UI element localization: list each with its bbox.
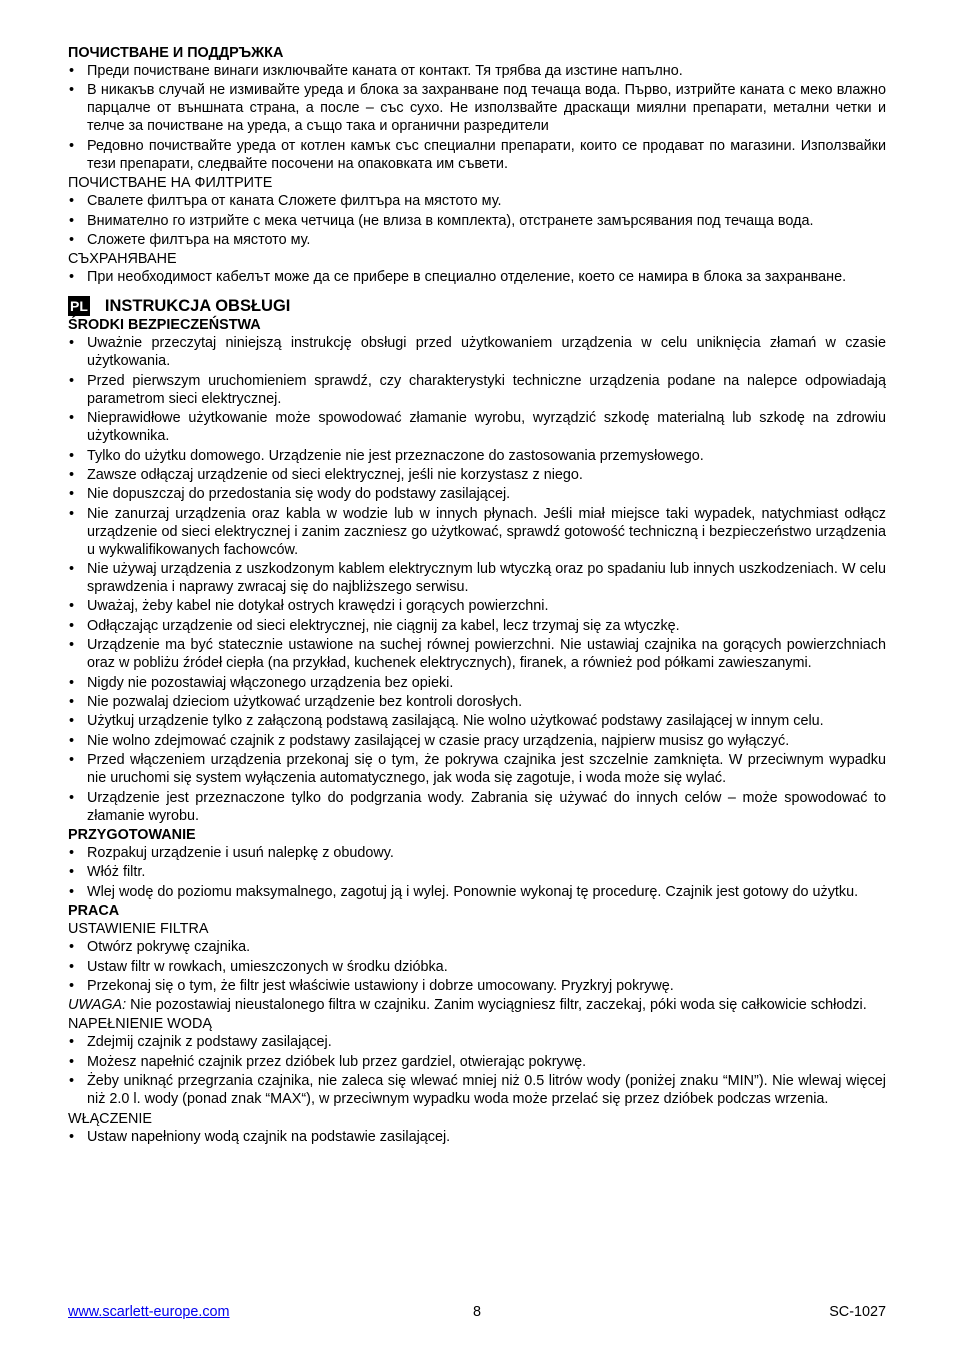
list-item: • Редовно почиствайте уреда от котлен камък със специални препарати, които се продават по магазини. Използвайки тези препарати, следвайте посочени на опаковката им съвети.	[68, 137, 886, 173]
list-item: • Urządzenie ma być statecznie ustawione na suchej równej powierzchni. Nie ustawiaj czajnika na gorących powierzchniach oraz w pobliżu źródeł ciepła (na przykład, kuchenek elektrycznych), firanek, a również pod półkami zawieszanymi.	[68, 636, 886, 672]
list-item: • Nieprawidłowe użytkowanie może spowodować złamanie wyrobu, wyrządzić szkodę materialną lub szkodę na zdrowiu użytkownika.	[68, 409, 886, 445]
list-item: • Nigdy nie pozostawiaj włączonego urządzenia bez opieki.	[68, 674, 886, 692]
heading-pl-safety: ŚRODKI BEZPIECZEŃSTWA	[68, 317, 261, 334]
list-item: • Użytkuj urządzenie tylko z załączoną podstawą zasilającą. Nie wolno użytkować podstawy zasilającej w innym celu.	[68, 712, 886, 730]
website-link[interactable]: www.scarlett-europe.com	[68, 1304, 230, 1320]
heading-pl-prep: PRZYGOTOWANIE	[68, 826, 196, 843]
list-item: • Преди почистване винаги изключвайте каната от контакт. Тя трябва да изстине напълно.	[68, 62, 886, 80]
list-item: • Сложете филтъра на мястото му.	[68, 231, 886, 249]
list-item: • При необходимост кабелът може да се прибере в специално отделение, което се намира в блока за захранване.	[68, 268, 886, 286]
list-item: • Uważaj, żeby kabel nie dotykał ostrych krawędzi i gorących powierzchni.	[68, 597, 886, 615]
list-item: • Żeby uniknąć przegrzania czajnika, nie zaleca się wlewać mniej niż 0.5 litrów wody (poniżej znaku “MIN”). Nie wlewaj więcej niż 2.0 l. wody (ponad znak “MAX“), w przeciwnym wypadku woda może przelać się przez dzióbek podczas wrzenia.	[68, 1072, 886, 1108]
list-item: • Przed pierwszym uruchomieniem sprawdź, czy charakterystyki techniczne urządzenia podane na nalepce odpowiadają parametrom sieci elektrycznej.	[68, 372, 886, 408]
list-item: • Uważnie przeczytaj niniejszą instrukcję obsługi przed użytkowaniem urządzenia w celu uniknięcia złamań w czasie użytkowania.	[68, 334, 886, 370]
list-bg-cleaning	[68, 62, 886, 173]
list-item: • Przed włączeniem urządzenia przekonaj się o tym, że pokrywa czajnika jest szczelnie zamknięta. W przeciwnym wypadku nie uruchomi się system wyłączenia automatycznego, jak woda się zagotuje, i woda może się wylać.	[68, 751, 886, 787]
list-item: • Внимателно го изтрийте с мека четчица (не влиза в комплекта), отстранете замърсявания под течаща вода.	[68, 212, 886, 230]
list-item: • В никакъв случай не измивайте уреда и блока за захранване под течаща вода. Първо, изтрийте каната с меко влажно парцалче от външната страна, а после – със сухо. Не използвайте драскащи миялни препарати, метални четки и телче за почистване на уреда, а също така и органични разредители	[68, 81, 886, 135]
page-footer	[68, 1304, 886, 1322]
list-item: • Urządzenie jest przeznaczone tylko do podgrzania wody. Zabrania się używać do innych celów – może spowodować to złamanie wyrobu.	[68, 789, 886, 825]
list-item: • Nie dopuszczaj do przedostania się wody do podstawy zasilającej.	[68, 485, 886, 503]
pl-title-text: INSTRUKCJA OBSŁUGI	[104, 297, 291, 316]
list-item: • Свалете филтъра от каната Сложете филтъра на мястото му.	[68, 192, 886, 210]
note-label: UWAGA:	[68, 997, 127, 1014]
list-item: • Tylko do użytku domowego. Urządzenie nie jest przeznaczone do zastosowania przemysłowego.	[68, 447, 886, 465]
list-item: • Włóż filtr.	[68, 863, 886, 881]
page-number: 8	[472, 1304, 481, 1320]
list-item: • Rozpakuj urządzenie i usuń nalepkę z obudowy.	[68, 844, 886, 862]
list-item: • Nie używaj urządzenia z uszkodzonym kablem elektrycznym lub wtyczką oraz po spadaniu lub innych uszkodzeniach. W celu sprawdzenia i naprawy zwracaj się do najbliższego serwisu.	[68, 560, 886, 596]
heading-pl-work: PRACA	[68, 903, 120, 920]
document-page	[68, 44, 886, 1147]
list-item: • Otwórz pokrywę czajnika.	[68, 938, 886, 956]
list-item: • Zdejmij czajnik z podstawy zasilającej.	[68, 1033, 886, 1051]
note-paragraph	[68, 996, 886, 1014]
heading-pl-on: WŁĄCZENIE	[68, 1110, 152, 1127]
list-item: • Nie wolno zdejmować czajnik z podstawy zasilającej w czasie pracy urządzenia, najpierw musisz go wyłączyć.	[68, 732, 886, 750]
list-item: • Ustaw filtr w rowkach, umieszczonych w środku dzióbka.	[68, 958, 886, 976]
heading-bg-cleaning: ПОЧИСТВАНЕ И ПОДДРЪЖКА	[68, 45, 284, 61]
list-item: • Odłączając urządzenie od sieci elektrycznej, nie ciągnij za kabel, lecz trzymaj się za wtyczkę.	[68, 617, 886, 635]
list-item: • Wlej wodę do poziomu maksymalnego, zagotuj ją i wylej. Ponownie wykonaj tę procedurę. Czajnik jest gotowy do użytku.	[68, 883, 886, 901]
list-item: • Nie zanurzaj urządzenia oraz kabla w wodzie lub w innych płynach. Jeśli miał miejsce taki wypadek, natychmiast odłącz urządzenie od sieci elektrycznej i zanim zaczniesz go użytkować, sprawdź gotowość techniczną i bezpieczeństwo urządzenia u wykwalifikowanych fachowców.	[68, 505, 886, 559]
note-text: Nie pozostawiaj nieustalonego filtra w czajniku. Zanim wyciągniesz filtr, zaczekaj, póki woda się całkowicie schłodzi.	[126, 997, 867, 1014]
list-pl-fill	[68, 1033, 886, 1108]
list-item: • Nie pozwalaj dzieciom użytkować urządzenie bez kontroli dorosłych.	[68, 693, 886, 711]
pl-section-title	[68, 296, 886, 316]
heading-pl-filter: USTAWIENIE FILTRA	[68, 921, 209, 938]
list-item: • Ustaw napełniony wodą czajnik na podstawie zasilającej.	[68, 1128, 886, 1146]
list-bg-filter	[68, 192, 886, 249]
list-pl-safety	[68, 334, 886, 824]
list-pl-prep	[68, 844, 886, 901]
list-item: • Zawsze odłączaj urządzenie od sieci elektrycznej, jeśli nie korzystasz z niego.	[68, 466, 886, 484]
language-badge-pl: PL	[70, 298, 88, 315]
list-bg-storage	[68, 268, 886, 286]
model-number: SC-1027	[829, 1304, 886, 1320]
heading-bg-filter: ПОЧИСТВАНЕ НА ФИЛТРИТЕ	[68, 175, 273, 192]
heading-pl-fill: NAPEŁNIENIE WODĄ	[68, 1016, 212, 1033]
heading-bg-storage: СЪХРАНЯВАНЕ	[68, 251, 177, 268]
list-item: • Możesz napełnić czajnik przez dzióbek lub przez gardziel, otwierając pokrywę.	[68, 1053, 886, 1071]
list-pl-on	[68, 1128, 886, 1146]
list-item: • Przekonaj się o tym, że filtr jest właściwie ustawiony i dobrze umocowany. Pryzkryj pokrywę.	[68, 977, 886, 995]
list-pl-filter	[68, 938, 886, 995]
